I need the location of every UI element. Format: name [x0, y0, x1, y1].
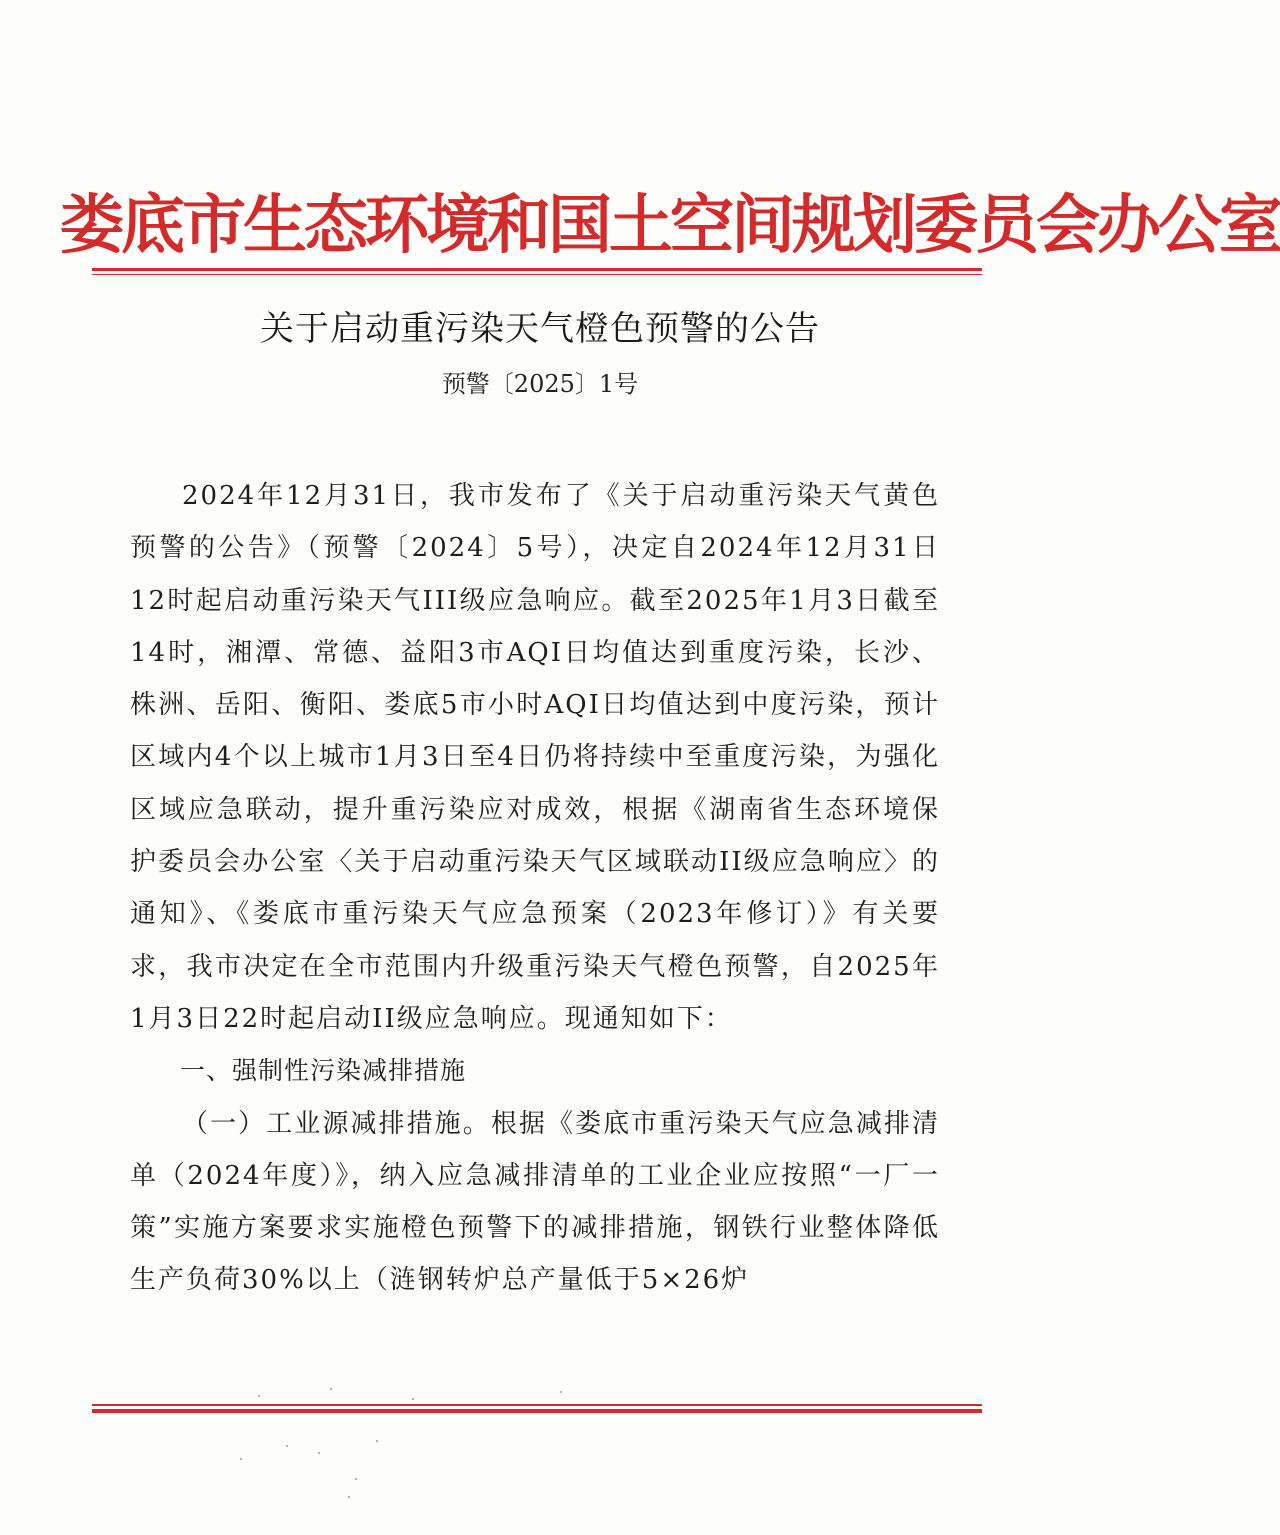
document-body — [130, 470, 940, 1307]
body-paragraph: 2024年12月31日，我市发布了《关于启动重污染天气黄色预警的公告》（预警〔2024〕5号），决定自2024年12月31日12时起启动重污染天气III级应急响应。截至2025年1月3日截至14时，湘潭、常德、益阳3市AQI日均值达到重度污染，长沙、株洲、岳阳、衡阳、娄底5市小时AQI日均值达到中度污染，预计区域内4个以上城市1月3日至4日仍将持续中至重度污染，为强化区域应急联动，提升重污染应对成效，根据《湖南省生态环境保护委员会办公室〈关于启动重污染天气区域联动II级应急响应〉的通知》、《娄底市重污染天气应急预案（2023年修订）》有关要求，我市决定在全市范围内升级重污染天气橙色预警，自2025年1月3日22时起启动II级应急响应。现通知如下： — [130, 481, 940, 1034]
notice-title: 关于启动重污染天气橙色预警的公告 — [260, 309, 820, 349]
header-red-rule — [92, 268, 982, 271]
issuing-office-header: 娄底市生态环境和国土空间规划委员会办公室 — [60, 188, 1280, 263]
header-red-rule-thin — [92, 274, 982, 275]
footer-red-rule-thin — [92, 1404, 982, 1406]
document-number: 预警〔2025〕1号 — [441, 370, 639, 398]
footer-red-rule — [92, 1409, 982, 1413]
body-paragraph: （一）工业源减排措施。根据《娄底市重污染天气应急减排清单（2024年度）》，纳入应急减排清单的工业企业应按照“一厂一策”实施方案要求实施橙色预警下的减排措施，钢铁行业整体降低生产负荷30%以上（涟钢转炉总产量低于5×26炉 — [130, 1108, 940, 1296]
section-heading: 一、强制性污染减排措施 — [180, 1056, 467, 1086]
